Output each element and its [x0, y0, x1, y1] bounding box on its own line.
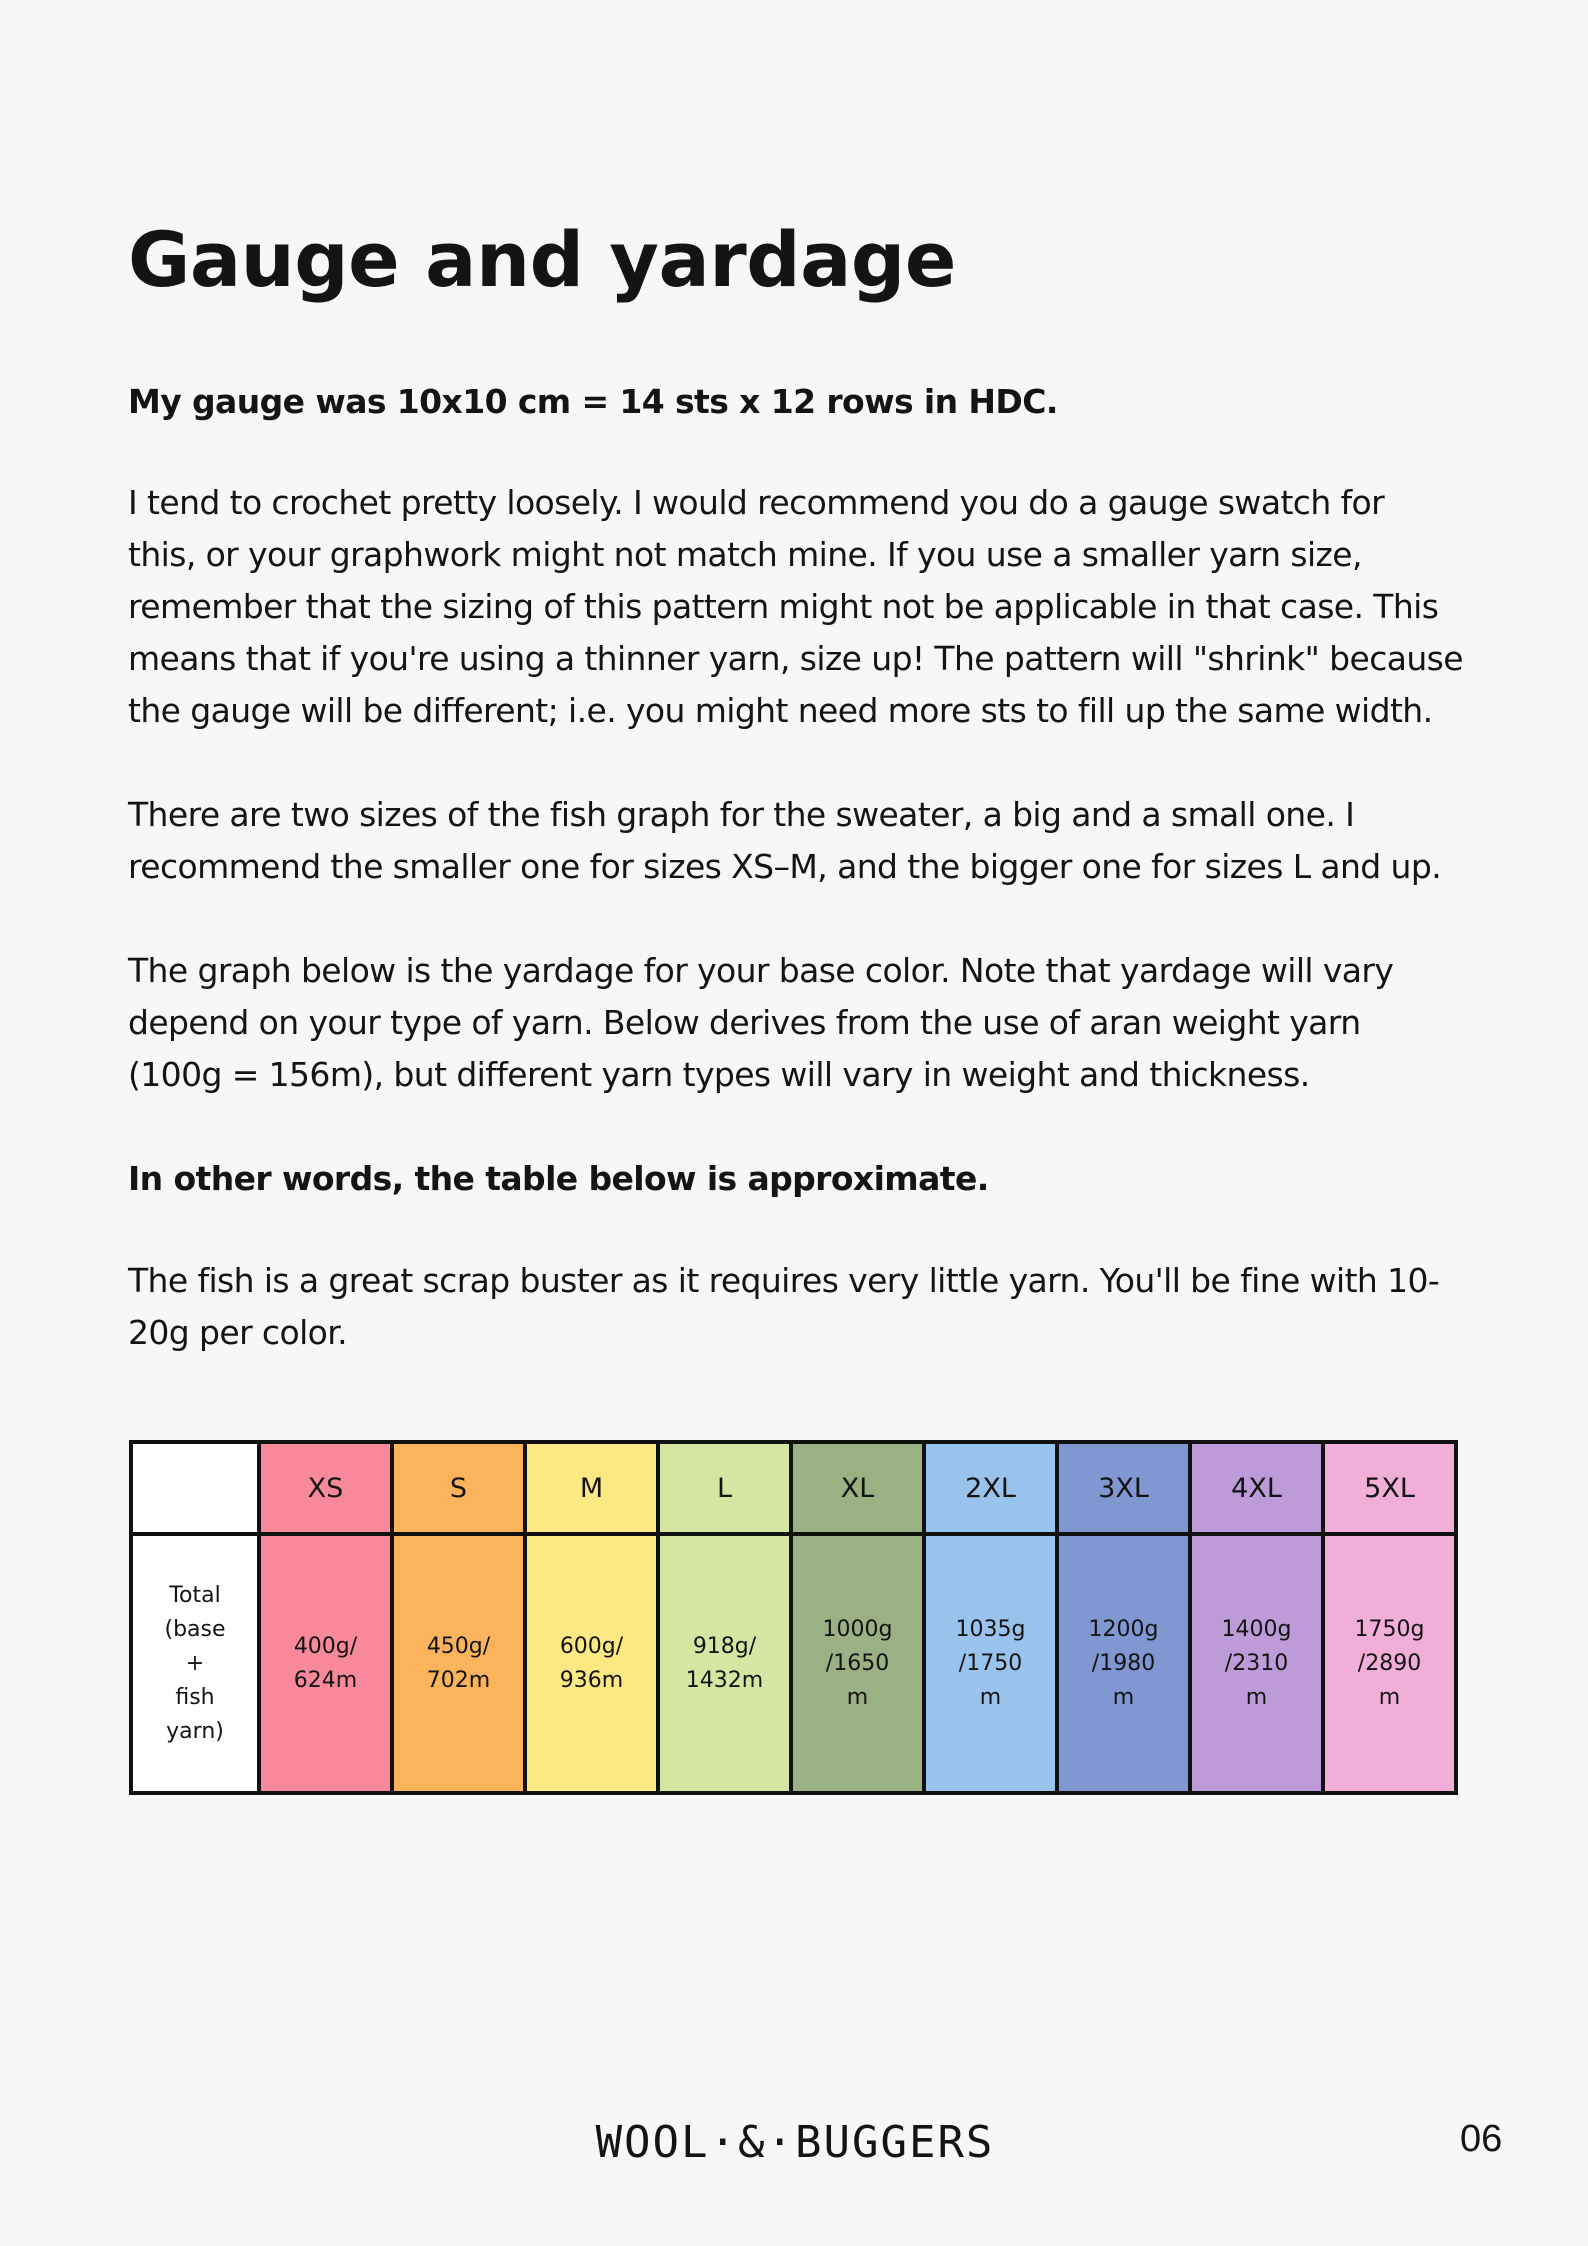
value-xs: [259, 1534, 392, 1793]
text-line: depend on your type of yarn. Below derives from the use of aran weight yarn: [128, 1003, 1361, 1042]
size-header-s: S: [392, 1442, 525, 1534]
row-label-line: fish: [175, 1684, 215, 1710]
row-label-total: [131, 1534, 259, 1793]
text-line: The fish is a great scrap buster as it requires very little yarn. You'll be fine with 10-: [128, 1261, 1440, 1300]
text-line: the gauge will be different; i.e. you might need more sts to fill up the same width.: [128, 691, 1433, 730]
value-line: 702m: [426, 1667, 491, 1693]
value-xl: [791, 1534, 924, 1793]
size-header-3xl: 3XL: [1057, 1442, 1190, 1534]
value-line: /2310: [1224, 1650, 1289, 1676]
page-title: Gauge and yardage: [128, 215, 956, 304]
value-line: m: [979, 1684, 1002, 1710]
value-line: /1750: [958, 1650, 1023, 1676]
row-label-line: yarn): [166, 1718, 224, 1744]
value-m: [525, 1534, 658, 1793]
value-5xl: [1323, 1534, 1456, 1793]
size-header-m: M: [525, 1442, 658, 1534]
size-header-5xl: 5XL: [1323, 1442, 1456, 1534]
value-line: m: [1378, 1684, 1401, 1710]
paragraph-gauge-advice: [128, 477, 1468, 737]
value-line: 918g/: [692, 1633, 757, 1659]
size-header-xs: XS: [259, 1442, 392, 1534]
value-l: [658, 1534, 791, 1793]
text-line: this, or your graphwork might not match mine. If you use a smaller yarn size,: [128, 535, 1362, 574]
value-line: 600g/: [559, 1633, 624, 1659]
value-line: 936m: [559, 1667, 624, 1693]
size-header-4xl: 4XL: [1190, 1442, 1323, 1534]
text-line: recommend the smaller one for sizes XS–M, and the bigger one for sizes L and up.: [128, 847, 1442, 886]
value-line: /1650: [825, 1650, 890, 1676]
value-line: 1400g: [1221, 1616, 1292, 1642]
value-line: 1000g: [822, 1616, 893, 1642]
value-line: m: [846, 1684, 869, 1710]
text-line: (100g = 156m), but different yarn types will vary in weight and thickness.: [128, 1055, 1310, 1094]
paragraph-fish-graph-sizes: [128, 789, 1468, 893]
size-header-2xl: 2XL: [924, 1442, 1057, 1534]
size-header-xl: XL: [791, 1442, 924, 1534]
text-line: The graph below is the yardage for your base color. Note that yardage will vary: [128, 951, 1394, 990]
value-line: m: [1245, 1684, 1268, 1710]
value-line: 1035g: [955, 1616, 1026, 1642]
size-header-row: [131, 1442, 1456, 1534]
value-line: 1432m: [685, 1667, 764, 1693]
row-label-line: Total: [169, 1582, 221, 1608]
text-line: I tend to crochet pretty loosely. I would recommend you do a gauge swatch for: [128, 483, 1385, 522]
value-line: 1750g: [1354, 1616, 1425, 1642]
row-label-line: (base: [164, 1616, 226, 1642]
value-line: 450g/: [426, 1633, 491, 1659]
brand-logo: WOOL·&·BUGGERS: [595, 2116, 995, 2168]
text-line: means that if you're using a thinner yarn, size up! The pattern will "shrink" because: [128, 639, 1463, 678]
text-line: 20g per color.: [128, 1313, 348, 1352]
value-4xl: [1190, 1534, 1323, 1793]
table-corner-cell: [131, 1442, 259, 1534]
row-label-line: +: [185, 1650, 205, 1676]
value-s: [392, 1534, 525, 1793]
approximate-note: In other words, the table below is approximate.: [128, 1159, 989, 1198]
paragraph-yardage-note: [128, 945, 1468, 1101]
value-line: 624m: [293, 1667, 358, 1693]
value-line: m: [1112, 1684, 1135, 1710]
value-2xl: [924, 1534, 1057, 1793]
yardage-table: [129, 1440, 1458, 1795]
value-line: /2890: [1357, 1650, 1422, 1676]
text-line: remember that the sizing of this pattern might not be applicable in that case. This: [128, 587, 1439, 626]
page-number: 06: [1460, 2118, 1503, 2160]
gauge-statement: My gauge was 10x10 cm = 14 sts x 12 rows in HDC.: [128, 382, 1058, 421]
text-line: There are two sizes of the fish graph for the sweater, a big and a small one. I: [128, 795, 1355, 834]
total-yardage-row: [131, 1534, 1456, 1793]
value-line: /1980: [1091, 1650, 1156, 1676]
value-line: 400g/: [293, 1633, 358, 1659]
value-3xl: [1057, 1534, 1190, 1793]
size-header-l: L: [658, 1442, 791, 1534]
paragraph-scrap-buster: [128, 1255, 1468, 1359]
value-line: 1200g: [1088, 1616, 1159, 1642]
